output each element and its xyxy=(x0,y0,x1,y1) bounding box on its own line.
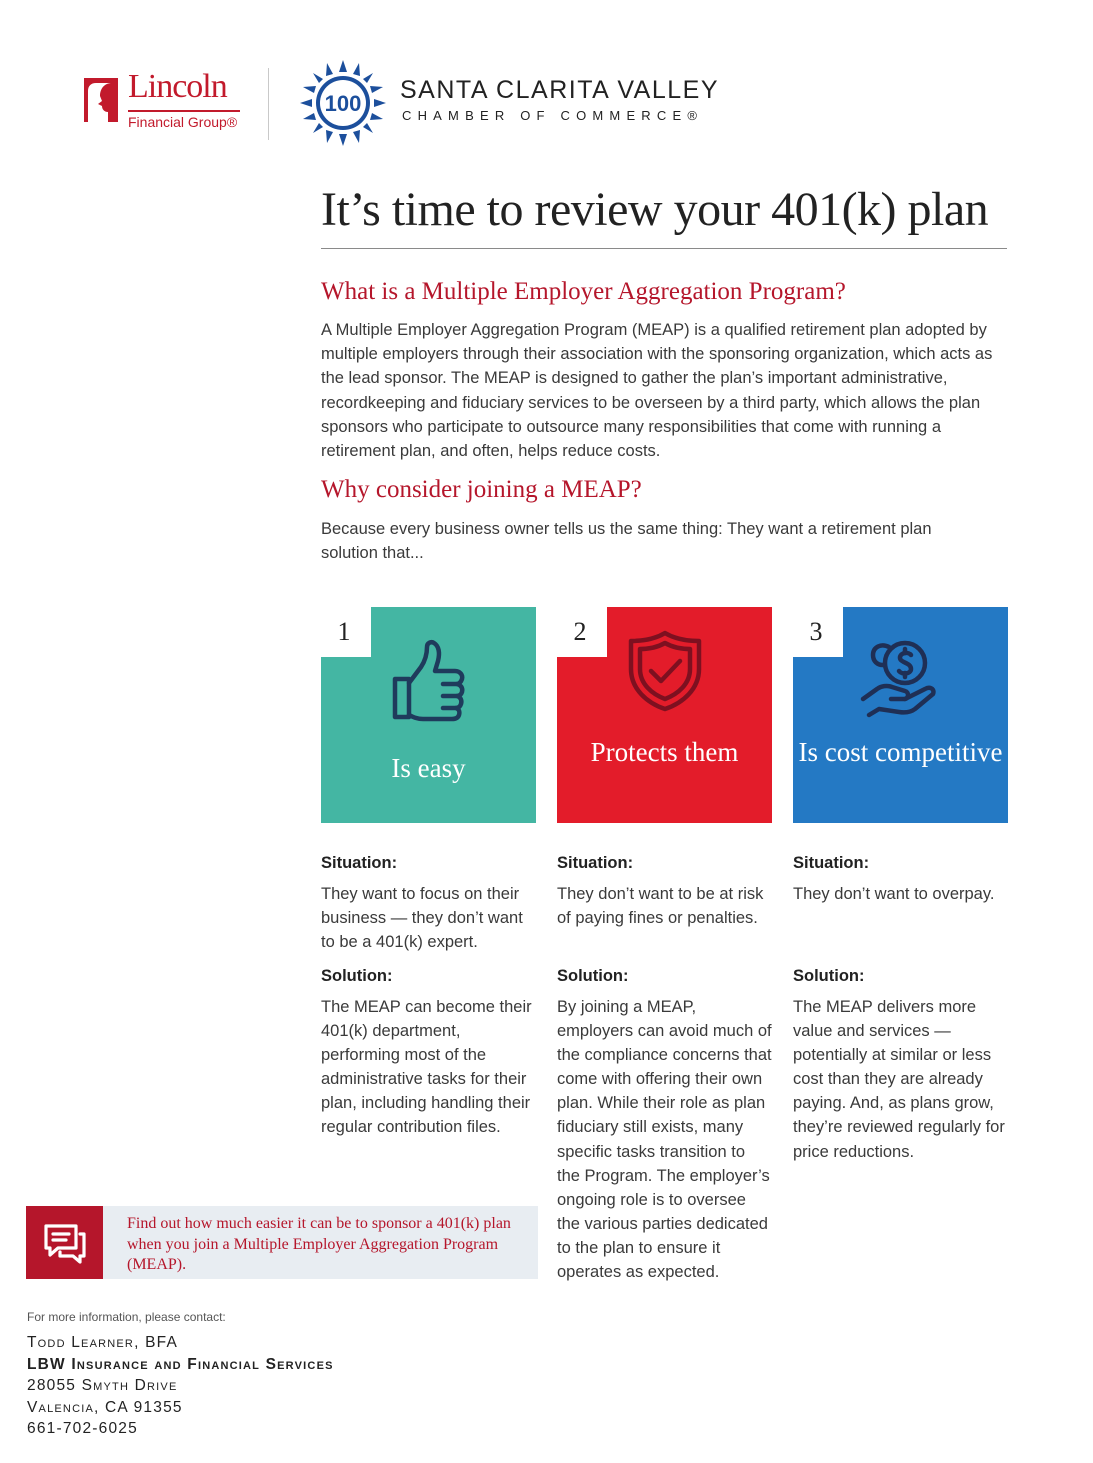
benefit-tile-cost xyxy=(793,607,1008,823)
contact-phone: 661-702-6025 xyxy=(27,1420,138,1437)
contact-intro: For more information, please contact: xyxy=(27,1310,226,1324)
logo-divider xyxy=(268,68,269,140)
solution-text: The MEAP can become their 401(k) department, performing most of the administrative tasks for their plan, including handling their regular contribution files. xyxy=(321,998,532,1137)
callout-text: Find out how much easier it can be to sponsor a 401(k) plan when you join a Multiple Employer Aggregation Program (MEAP). xyxy=(127,1215,511,1273)
title-divider xyxy=(321,248,1007,249)
seal-number: 100 xyxy=(324,91,362,116)
tile-number: 3 xyxy=(809,617,823,646)
solution-label: Solution: xyxy=(793,967,865,985)
tile-label: Is cost competitive xyxy=(798,737,1003,767)
tile-number: 1 xyxy=(337,617,351,646)
header-logos xyxy=(82,58,762,148)
benefit-column-3 xyxy=(793,852,1008,1164)
lincoln-logo xyxy=(82,68,252,134)
situation-text: They don’t want to be at risk of paying fines or penalties. xyxy=(557,885,764,928)
thumbs-up-icon xyxy=(383,637,473,727)
situation-text: They don’t want to overpay. xyxy=(793,885,995,903)
benefit-tile-protects xyxy=(557,607,772,823)
tile-label: Protects them xyxy=(590,737,739,767)
tile-label: Is easy xyxy=(391,753,466,783)
chamber-100-seal-icon xyxy=(298,58,388,148)
page-title: It’s time to review your 401(k) plan xyxy=(321,183,989,236)
solution-text: The MEAP delivers more value and services — potentially at similar or less cost than they are already paying. And, as plans grow, they’re reviewed regularly for price reductions. xyxy=(793,998,1005,1161)
lincoln-subtitle: Financial Group® xyxy=(128,114,238,130)
lincoln-profile-icon xyxy=(82,74,122,126)
situation-text: They want to focus on their business — they don’t want to be a 401(k) expert. xyxy=(321,885,523,952)
solution-label: Solution: xyxy=(321,967,393,985)
situation-label: Situation: xyxy=(557,854,634,872)
situation-label: Situation: xyxy=(321,854,398,872)
section-body-meap: A Multiple Employer Aggregation Program (MEAP) is a qualified retirement plan adopted by multiple employers through their association with the sponsoring organization, which acts as the lead sponsor. The MEAP is designed to gather the plan’s important administrative, recordkeeping and fiduciary services to be overseen by a third party, which allows the plan sponsors who participate to outsource many responsibilities that come with running a retirement plan, and often, helps reduce costs. xyxy=(321,321,993,461)
solution-text: By joining a MEAP, employers can avoid much of the compliance concerns that come with offering their own plan. While their role as plan fiduciary still exists, many specific tasks transition to the Program. The employer’s ongoing role is to oversee the various parties dedicated to the plan to ensure it operates as expected. xyxy=(557,998,772,1282)
chamber-subtitle: CHAMBER OF COMMERCE® xyxy=(402,108,704,123)
contact-name: Todd Learner, BFA xyxy=(27,1334,178,1351)
benefit-column-1 xyxy=(321,852,536,1140)
chamber-name: SANTA CLARITA VALLEY xyxy=(400,76,720,104)
section-heading-meap: What is a Multiple Employer Aggregation Program? xyxy=(321,278,846,305)
tile-number: 2 xyxy=(573,617,587,646)
section-body-why: Because every business owner tells us the same thing: They want a retirement plan solution that... xyxy=(321,520,932,563)
benefit-column-2 xyxy=(557,852,772,1284)
contact-address-line1: 28055 Smyth Drive xyxy=(27,1377,178,1394)
hand-coin-icon xyxy=(859,633,943,719)
contact-address-line2: Valencia, CA 91355 xyxy=(27,1398,183,1416)
section-heading-why: Why consider joining a MEAP? xyxy=(321,476,642,503)
callout-icon-box xyxy=(26,1206,103,1279)
solution-label: Solution: xyxy=(557,967,629,985)
contact-block xyxy=(27,1332,334,1440)
chat-bubbles-icon xyxy=(42,1220,88,1266)
lincoln-underline xyxy=(128,110,240,112)
lincoln-wordmark: Lincoln xyxy=(128,68,227,105)
shield-check-icon xyxy=(625,629,705,713)
contact-company: LBW Insurance and Financial Services xyxy=(27,1355,334,1373)
situation-label: Situation: xyxy=(793,854,870,872)
benefit-tile-easy xyxy=(321,607,536,823)
meap-callout xyxy=(26,1206,538,1279)
